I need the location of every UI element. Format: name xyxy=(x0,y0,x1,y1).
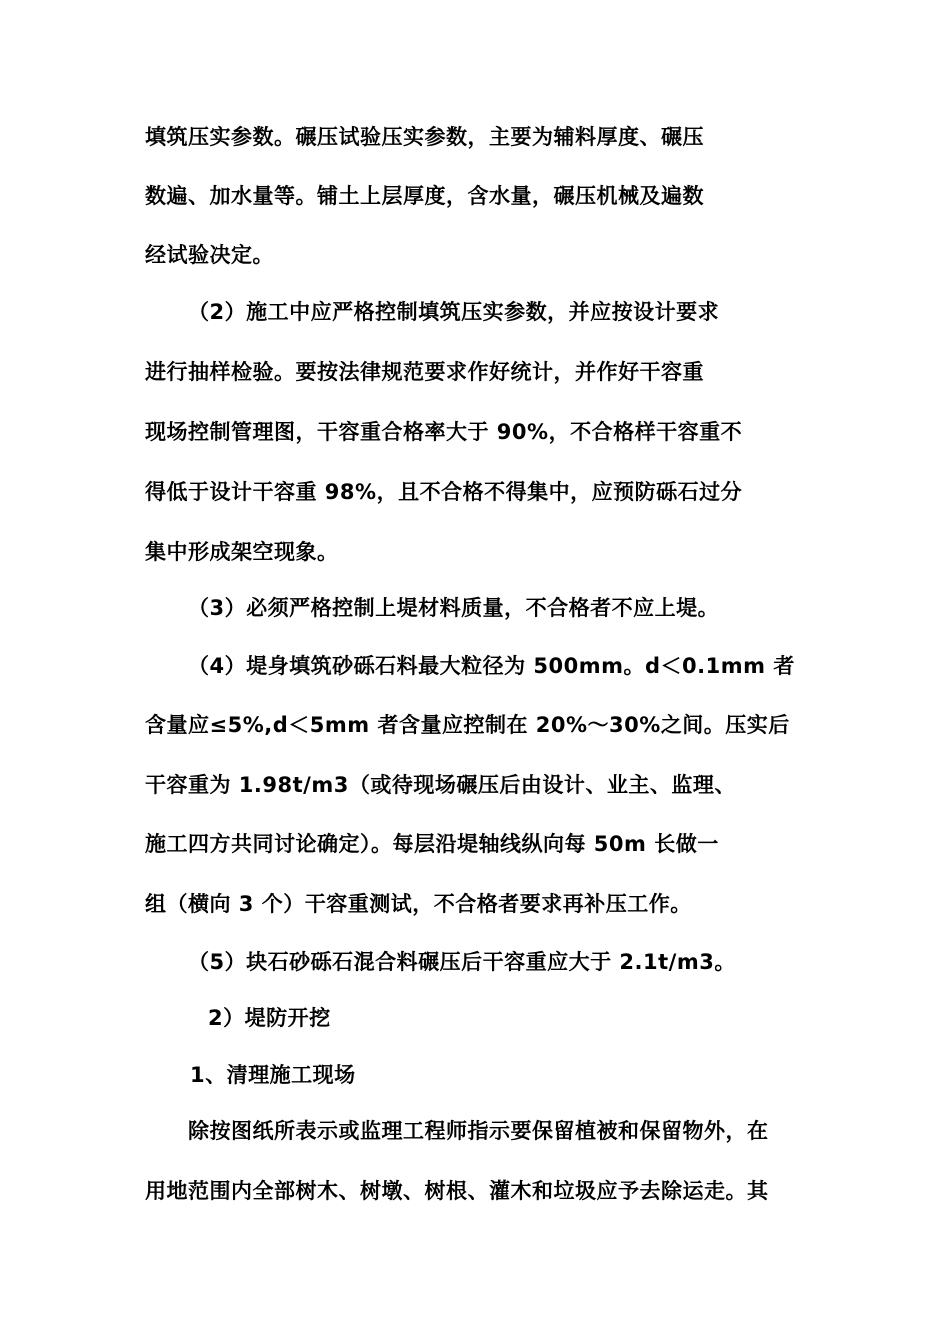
paragraph-line: 干容重为 1.98t/m3（或待现场碾压后由设计、业主、监理、 xyxy=(145,773,736,797)
paragraph-line: 集中形成架空现象。 xyxy=(145,540,339,564)
paragraph-line: 数遍、加水量等。铺土上层厚度，含水量，碾压机械及遍数 xyxy=(145,184,704,208)
paragraph-line: 用地范围内全部树木、树墩、树根、灌木和垃圾应予去除运走。其 xyxy=(145,1179,769,1203)
paragraph-line: （2）施工中应严格控制填筑压实参数，并应按设计要求 xyxy=(188,300,720,324)
paragraph-line: （4）堤身填筑砂砾石料最大粒径为 500mm。d＜0.1mm 者 xyxy=(188,654,795,678)
paragraph-line: 组（横向 3 个）干容重测试，不合格者要求再补压工作。 xyxy=(145,892,692,916)
paragraph-line: 除按图纸所表示或监理工程师指示要保留植被和保留物外，在 xyxy=(188,1119,769,1143)
paragraph-line: （3）必须严格控制上堤材料质量，不合格者不应上堤。 xyxy=(188,596,720,620)
subsection-heading: 1、清理施工现场 xyxy=(190,1063,356,1087)
paragraph-line: 得低于设计干容重 98%，且不合格不得集中，应预防砾石过分 xyxy=(145,480,743,504)
paragraph-line: 现场控制管理图，干容重合格率大于 90%，不合格样干容重不 xyxy=(145,420,743,444)
paragraph-line: 含量应≤5%,d＜5mm 者含量应控制在 20%～30%之间。压实后 xyxy=(145,713,790,737)
paragraph-line: （5）块石砂砾石混合料碾压后干容重应大于 2.1t/m3。 xyxy=(188,950,736,974)
paragraph-line: 施工四方共同讨论确定）。每层沿堤轴线纵向每 50m 长做一 xyxy=(145,832,719,856)
section-heading: 2）堤防开挖 xyxy=(208,1006,331,1030)
paragraph-line: 填筑压实参数。碾压试验压实参数，主要为辅料厚度、碾压 xyxy=(145,125,704,149)
paragraph-line: 经试验决定。 xyxy=(145,243,274,267)
paragraph-line: 进行抽样检验。要按法律规范要求作好统计，并作好干容重 xyxy=(145,360,704,384)
